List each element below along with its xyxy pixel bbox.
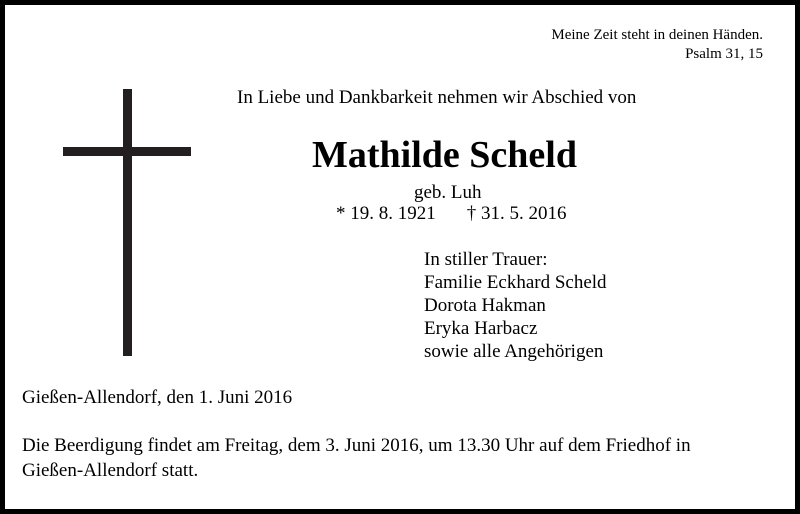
funeral-line: Gießen-Allendorf statt. (22, 460, 199, 481)
life-dates (336, 203, 567, 225)
birth-date: * 19. 8. 1921 (336, 203, 436, 224)
psalm-quote (551, 26, 763, 64)
death-date: † 31. 5. 2016 (466, 203, 567, 224)
maiden-name: geb. Luh (414, 182, 482, 203)
psalm-text: Meine Zeit steht in deinen Händen. (551, 27, 763, 43)
place-and-date: Gießen-Allendorf, den 1. Juni 2016 (22, 387, 293, 408)
psalm-reference: Psalm 31, 15 (685, 46, 763, 62)
mourner-name: sowie alle Angehörigen (424, 341, 604, 362)
cross-vertical-bar (123, 89, 132, 356)
mourner-name: Eryka Harbacz (424, 318, 538, 339)
mourners-list (424, 248, 607, 363)
deceased-name: Mathilde Scheld (312, 134, 577, 176)
mourner-name: Dorota Hakman (424, 295, 546, 316)
funeral-announcement (22, 433, 691, 483)
cross-horizontal-bar (63, 147, 191, 156)
mourners-heading: In stiller Trauer: (424, 249, 548, 270)
farewell-intro: In Liebe und Dankbarkeit nehmen wir Abschied von (237, 87, 637, 108)
funeral-line: Die Beerdigung findet am Freitag, dem 3. Juni 2016, um 13.30 Uhr auf dem Friedhof in (22, 435, 691, 456)
mourner-name: Familie Eckhard Scheld (424, 272, 607, 293)
